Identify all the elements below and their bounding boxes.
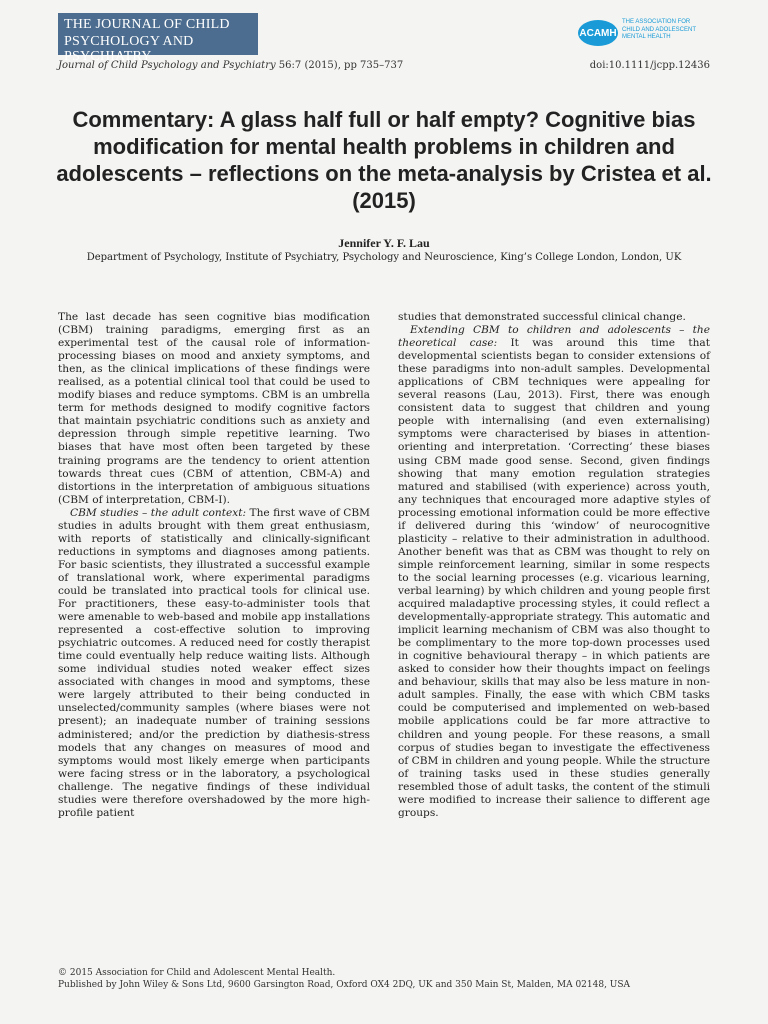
section-heading-children: Extending CBM to children and adolescents – the theoretical case:: [398, 324, 710, 350]
acamh-line1: THE ASSOCIATION FOR: [622, 19, 691, 25]
paragraph-adult-text: The first wave of CBM studies in adults brought with them great enthusiasm, with reports of statistically and clinically-significant reductions in symptoms and diagnoses among patients. For basic scientists, they illustrated a successful example of translational work, where experimental paradigms could be translated into practical tools for clinical use. For practitioners, these easy-to-administer tools that were amenable to web-based and mobile app installations represented a cost-effective solution to improving psychiatric outcomes. A reduced need for costly therapist time could eventually help reduce waiting lists. Although some individual studies noted weaker effect sizes associated with changes in mood and symptoms, these were largely attributed to their being conducted in unselected/community samples (where biases were not present); an inadequate number of training sessions administered; and/or the prediction by diathesis-stress models that any changes on measures of mood and symptoms would most likely emerge when participants were facing stress or in the laboratory, a psychological challenge. The negative findings of these individual studies were therefore overshadowed by the more high-profile patient: [58, 506, 371, 819]
footer-copyright: © 2015 Association for Child and Adolescent Mental Health.: [58, 968, 336, 978]
journal-banner-line2: PSYCHOLOGY AND PSYCHIATRY: [64, 34, 194, 64]
citation: [58, 60, 403, 71]
copyright-footer: [58, 968, 718, 991]
footer-publisher: Published by John Wiley & Sons Ltd, 9600 Garsington Road, Oxford OX4 2DQ, UK and 350 Main St, Malden, MA 02148, USA: [58, 979, 631, 990]
citation-details: 56:7 (2015), pp 735–737: [275, 60, 404, 71]
acamh-name: [622, 19, 722, 42]
acamh-logo: ACAMH: [578, 20, 618, 46]
acamh-line3: MENTAL HEALTH: [622, 34, 671, 40]
paragraph-children: [398, 324, 710, 820]
paragraph-adult-context: [58, 507, 370, 820]
author-affiliation: Department of Psychology, Institute of Psychiatry, Psychology and Neuroscience, King’s College London, London, UK: [86, 252, 682, 263]
acamh-line2: CHILD AND ADOLESCENT: [622, 26, 697, 33]
paragraph-intro: The last decade has seen cognitive bias modification (CBM) training paradigms, emerging first as an experimental test of the causal role of information-processing biases on mood and anxiety symptoms, and then, as the clinical implications of these findings were realised, as a potential clinical tool that could be used to modify biases and reduce symptoms. CBM is an umbrella term for methods designed to modify cognitive factors that maintain psychiatric conditions such as anxiety and depression through simple repetitive learning. Two biases that have most often been targeted by these training programs are the tendency to orient attention towards threat cues (CBM of attention, CBM-A) and distortions in the interpretation of ambiguous situations (CBM of interpretation, CBM-I).: [58, 311, 370, 506]
body-column-left: [58, 311, 370, 820]
doi: doi:10.1111/jcpp.12436: [589, 60, 710, 71]
body-column-right: [398, 311, 710, 820]
section-heading-adult: CBM studies – the adult context:: [70, 506, 247, 519]
citation-journal: Journal of Child Psychology and Psychiatry: [58, 60, 276, 71]
paragraph-children-text: It was around this time that developmental scientists began to consider extensions of these paradigms into non-adult samples. Developmental applications of CBM techniques were appealing for several reasons (Lau, 2013). First, there was enough consistent data to suggest that children and young people with internalising (and even externalising) symptoms were characterised by biases in attention-orienting and interpretation. ‘Correcting’ these biases using CBM made good sense. Second, given findings showing that many emotion regulation strategies matured and stabilised (with experience) across youth, any techniques that encouraged more adaptive styles of processing emotional information could be more effective if delivered during this ‘window’ of neurocognitive plasticity – relative to their administration in adulthood. Another benefit was that as CBM was thought to rely on simple reinforcement learning, similar in some respects to the social learning processes (e.g. vicarious learning, verbal learning) by which children and young people first acquired maladaptive processing styles, it could reflect a developmentally-appropriate strategy. This automatic and implicit learning mechanism of CBM was also thought to be complimentary to the more top-down processes used in cognitive behavioural therapy – in which patients are asked to consider how their thoughts impact on feelings and behaviour, skills that may also be less mature in non-adult samples. Finally, the ease with which CBM tasks could be computerised and implemented on web-based mobile applications could be far more attractive to children and young people. For these reasons, a small corpus of studies began to investigate the effectiveness of CBM in children and young people. While the structure of training tasks used in these studies generally resembled those of adult tasks, the content of the stimuli were modified to increase their salience to different age groups.: [398, 337, 711, 819]
paragraph-continued: studies that demonstrated successful clinical change.: [398, 311, 686, 323]
journal-banner: [58, 13, 258, 64]
author-name: Jennifer Y. F. Lau: [338, 236, 430, 250]
journal-banner-line1: THE JOURNAL OF CHILD: [64, 17, 230, 32]
article-title: Commentary: A glass half full or half empty? Cognitive bias modification for mental health problems in children and adolescents – reflections on the meta-analysis by Cristea et al. (2015): [56, 107, 712, 213]
